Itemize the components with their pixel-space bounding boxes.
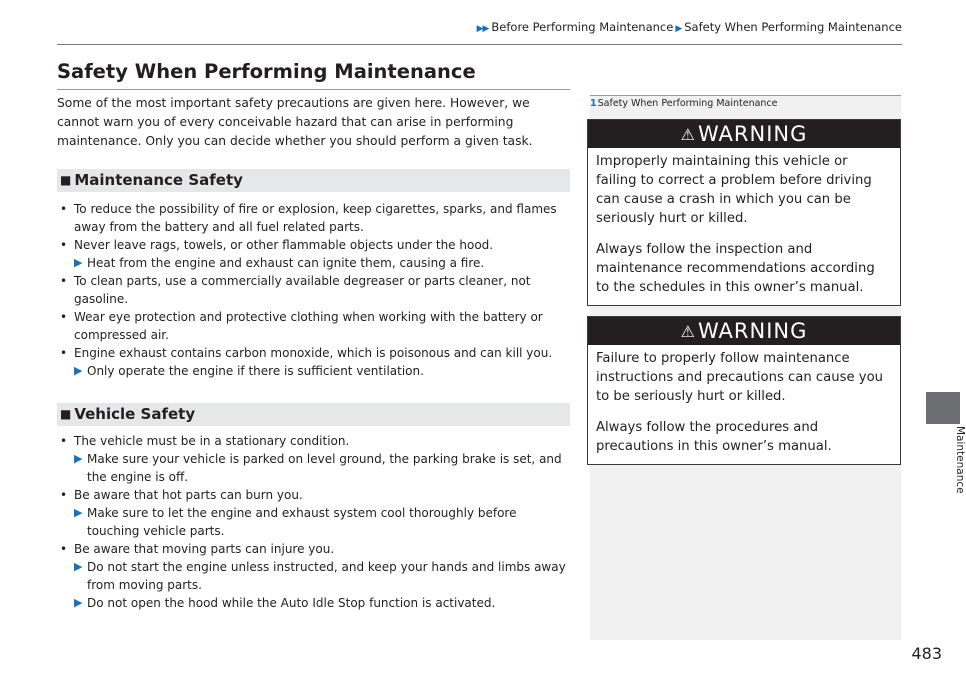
breadcrumb-current[interactable]: Safety When Performing Maintenance [684,20,902,34]
sub-item-text: Make sure your vehicle is parked on level ground, the parking brake is set, and the engine is off. [87,452,562,484]
warning-box-maintenance [587,119,901,306]
list-item-text: The vehicle must be in a stationary condition. [74,434,350,448]
warning-text: Improperly maintaining this vehicle or failing to correct a problem before driving can cause a crash in which you can be seriously hurt or killed. [596,154,872,226]
list-item [57,486,570,540]
breadcrumb-parent[interactable]: Before Performing Maintenance [491,20,674,34]
bullet-dot-icon: • [60,434,68,448]
warning-triangle-icon: ⚠ [680,322,696,341]
list-item [57,432,570,486]
section-heading-maintenance-safety [57,169,570,192]
square-bullet-icon: ■ [60,173,72,187]
page-number: 483 [911,644,942,663]
list-item [57,236,570,272]
warning-label: WARNING [697,122,808,146]
warning-header [588,317,900,345]
warning-text: Always follow the procedures and precautions in this owner’s manual. [596,420,832,454]
chapter-tab[interactable] [926,392,960,424]
bullet-dot-icon: • [60,274,68,288]
bullet-dot-icon: • [60,542,68,556]
bullet-dot-icon: • [60,346,68,360]
list-item [57,540,570,612]
sub-item [74,362,570,380]
bullet-dot-icon: • [60,310,68,324]
reference-number: 1 [590,98,597,109]
warning-body [588,148,900,305]
sub-item-text: Do not open the hood while the Auto Idle Stop function is activated. [87,596,496,610]
maintenance-safety-list [57,200,570,380]
list-item-text: Engine exhaust contains carbon monoxide, which is poisonous and can kill you. [74,346,553,360]
arrow-right-icon: ▶ [74,506,83,519]
sub-item [74,254,570,272]
section-heading-label: Maintenance Safety [74,171,243,189]
warning-box-procedures [587,316,901,465]
warning-label: WARNING [697,319,808,343]
list-item-text: Never leave rags, towels, or other flammable objects under the hood. [74,238,494,252]
sub-item [74,594,570,612]
arrow-right-icon: ▶ [74,256,83,269]
section-heading-vehicle-safety [57,403,570,426]
header-divider [57,44,902,45]
arrow-right-icon: ▶ [74,364,83,377]
section-heading-label: Vehicle Safety [74,405,196,423]
sub-item-text: Only operate the engine if there is sufficient ventilation. [87,364,424,378]
warning-header [588,120,900,148]
sub-item-text: Do not start the engine unless instructed, and keep your hands and limbs away from moving parts. [87,560,566,592]
bullet-dot-icon: • [60,202,68,216]
warning-text: Failure to properly follow maintenance instructions and precautions can cause you to be seriously hurt or killed. [596,351,884,404]
list-item [57,200,570,236]
sub-item [74,450,570,486]
list-item-text: Be aware that hot parts can burn you. [74,488,303,502]
sub-item [74,558,570,594]
list-item-text: To clean parts, use a commercially available degreaser or parts cleaner, not gasoline. [74,274,531,306]
list-item-text: To reduce the possibility of fire or explosion, keep cigarettes, sparks, and flames away from the battery and all fuel related parts. [74,202,557,234]
square-bullet-icon: ■ [60,407,72,421]
arrow-right-icon: ▶ [74,560,83,573]
bullet-dot-icon: • [60,238,68,252]
breadcrumb-arrow-icon: ▶▶ [476,24,489,34]
list-item [57,308,570,344]
sub-item-text: Heat from the engine and exhaust can ignite them, causing a fire. [87,256,485,270]
breadcrumb [0,20,902,34]
list-item [57,344,570,380]
list-item-text: Be aware that moving parts can injure you. [74,542,335,556]
vehicle-safety-list [57,432,570,612]
bullet-dot-icon: • [60,488,68,502]
sidebar-heading-text: Safety When Performing Maintenance [597,98,778,109]
arrow-right-icon: ▶ [74,452,83,465]
list-item [57,272,570,308]
warning-triangle-icon: ⚠ [680,125,696,144]
list-item-text: Wear eye protection and protective clothing when working with the battery or compressed air. [74,310,543,342]
intro-paragraph: Some of the most important safety precautions are given here. However, we cannot warn you of every conceivable hazard that can arise in performing maintenance. Only you can decide whether you should perform a given task. [57,96,533,148]
breadcrumb-separator-icon: ▶ [675,24,683,34]
sub-item [74,504,570,540]
warning-body [588,345,900,464]
sub-item-text: Make sure to let the engine and exhaust system cool thoroughly before touching vehicle parts. [87,506,517,538]
arrow-right-icon: ▶ [74,596,83,609]
warning-text: Always follow the inspection and maintenance recommendations according to the schedules in this owner’s manual. [596,242,875,295]
page-title: Safety When Performing Maintenance [57,60,476,83]
sidebar-heading [590,95,901,109]
chapter-tab-label: Maintenance [954,426,966,494]
title-divider [57,89,570,90]
